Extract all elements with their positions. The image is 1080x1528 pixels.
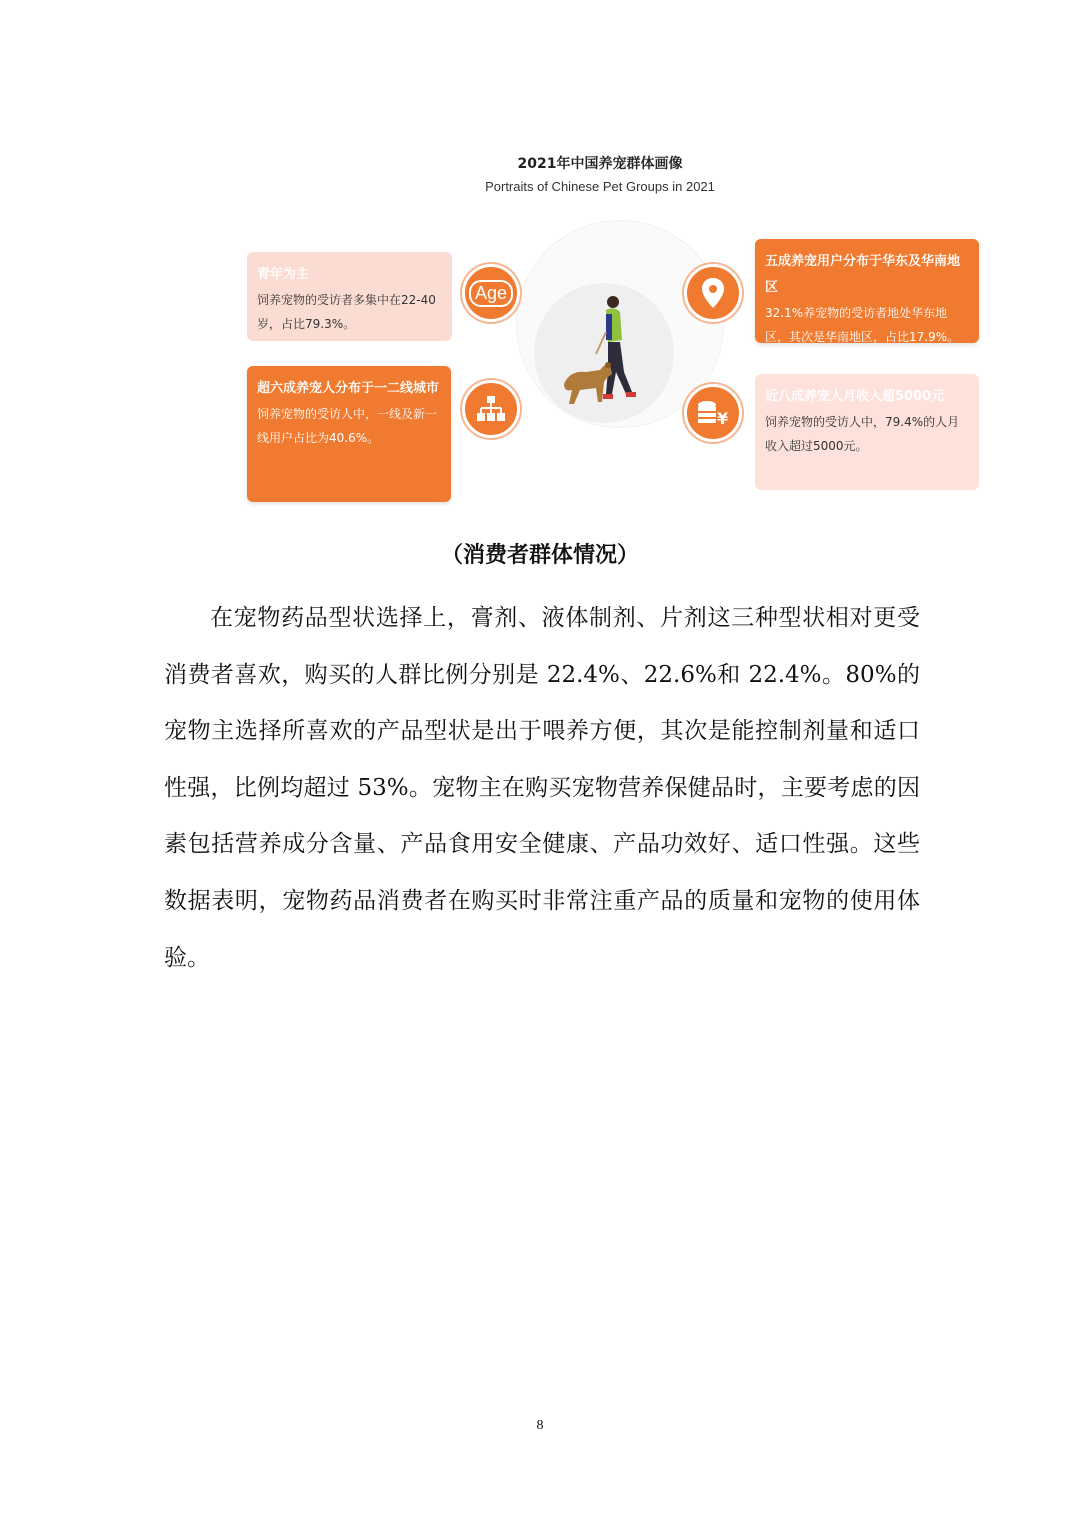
card-heading: 五成养宠用户分布于华东及华南地区 — [765, 254, 961, 295]
page-number: 8 — [536, 1418, 544, 1433]
card-text: 饲养宠物的受访人中，一线及新一线用户占比为40.6%。 — [257, 407, 438, 445]
card-text: 32.1%养宠物的受访者地处华东地区，其次是华南地区，占比17.9%。 — [765, 306, 960, 344]
infographic-title: 2021年中国养宠群体画像 — [517, 156, 683, 172]
info-card-city — [247, 366, 451, 502]
card-heading: 超六成养宠人分布于一二线城市 — [257, 381, 440, 396]
coins-yuan-icon — [684, 384, 742, 442]
age-icon — [462, 264, 520, 322]
body-paragraph: 在宠物药品型状选择上，膏剂、液体制剂、片剂这三种型状相对更受消费者喜欢，购买的人群比例分别是 22.4%、22.6%和 22.4%。80%的宠物主选择所喜欢的产品型状是出于喂养方便，其次是能控制剂量和适口性强，比例均超过 53%。宠物主在购买宠物营养保健品时，主要考虑的因素包括营养成分含量、产品食用安全健康、产品功效好、适口性强。这些数据表明，宠物药品消费者在购买时非常注重产品的质量和宠物的使用体验。 — [164, 605, 920, 971]
infographic-subtitle: Portraits of Chinese Pet Groups in 2021 — [485, 179, 715, 194]
person-walking-dog-illustration — [556, 292, 656, 412]
info-card-region — [755, 239, 979, 343]
card-heading: 近八成养宠人月收入超5000元 — [765, 389, 945, 404]
card-text: 饲养宠物的受访者多集中在22-40岁，占比79.3%。 — [257, 293, 436, 331]
svg-text:¥: ¥ — [717, 409, 729, 428]
hierarchy-icon — [462, 380, 520, 438]
pet-owner-infographic — [0, 0, 1080, 520]
info-card-age — [247, 252, 452, 341]
location-pin-icon — [684, 264, 742, 322]
card-text: 饲养宠物的受访人中，79.4%的人月收入超过5000元。 — [765, 415, 960, 453]
info-card-income — [755, 374, 979, 490]
age-icon-label: Age — [469, 280, 513, 307]
card-heading: 青年为主 — [257, 267, 310, 282]
figure-caption: （消费者群体情况） — [440, 542, 639, 568]
